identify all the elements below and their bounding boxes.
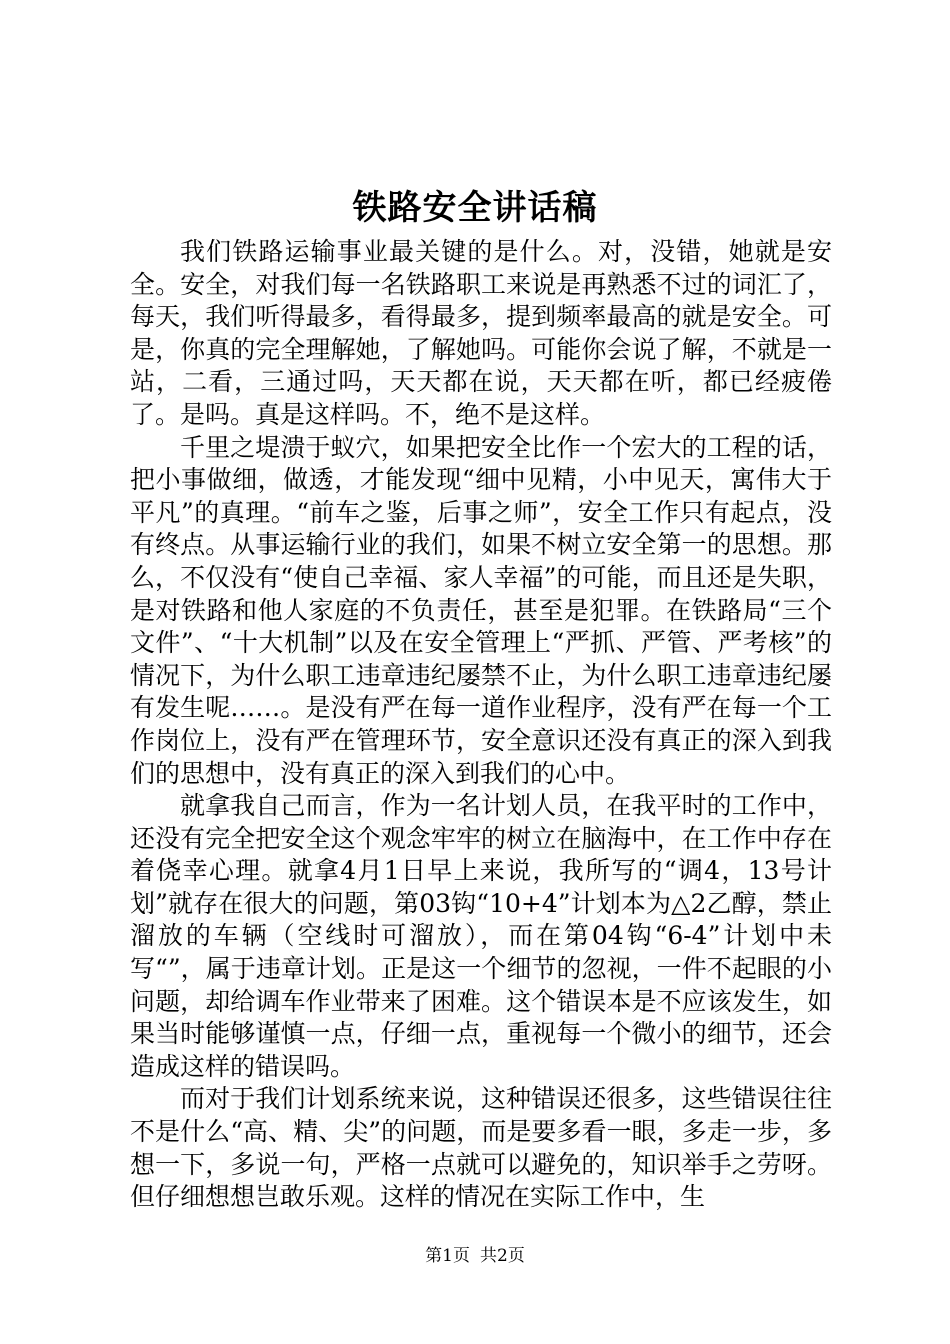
page-number-current: 第1页 xyxy=(425,1246,470,1266)
paragraph-3: 就拿我自己而言，作为一名计划人员，在我平时的工作中，还没有完全把安全这个观念牢牢的树立在脑海中，在工作中存在着侥幸心理。就拿4月1日早上来说，我所写的“调4，13号计划”就存在很大的问题，第03钩“10+4”计划本为△2乙醇，禁止溜放的车辆（空线时可溜放），而在第04钩“6-4”计划中未写“”，属于违章计划。正是这一个细节的忽视，一件不起眼的小问题，却给调车作业带来了困难。这个错误本是不应该发生，如果当时能够谨慎一点，仔细一点，重视每一个微小的细节，还会造成这样的错误吗。 xyxy=(130,791,832,1081)
document-title: 铁路安全讲话稿 xyxy=(352,188,598,228)
paragraph-4: 而对于我们计划系统来说，这种错误还很多，这些错误往往不是什么“高、精、尖”的问题，而是要多看一眼，多走一步，多想一下，多说一句，严格一点就可以避免的，知识举手之劳呀。但仔细想想岂敢乐观。这样的情况在实际工作中，生 xyxy=(130,1084,832,1212)
document-body xyxy=(130,236,832,1214)
paragraph-1: 我们铁路运输事业最关键的是什么。对，没错，她就是安全。安全，对我们每一名铁路职工来说是再熟悉不过的词汇了，每天，我们听得最多，看得最多，提到频率最高的就是安全。可是，你真的完全理解她，了解她吗。可能你会说了解，不就是一站，二看，三通过吗，天天都在说，天天都在听，都已经疲倦了。是吗。真是这样吗。不，绝不是这样。 xyxy=(130,237,832,429)
page-footer xyxy=(0,1244,950,1268)
paragraph-2: 千里之堤溃于蚁穴，如果把安全比作一个宏大的工程的话，把小事做细，做透，才能发现“细中见精，小中见天，寓伟大于平凡”的真理。“前车之鉴，后事之师”，安全工作只有起点，没有终点。从事运输行业的我们，如果不树立安全第一的思想。那么，不仅没有“使自己幸福、家人幸福”的可能，而且还是失职，是对铁路和他人家庭的不负责任，甚至是犯罪。在铁路局“三个文件”、“十大机制”以及在安全管理上“严抓、严管、严考核”的情况下，为什么职工违章违纪屡禁不止，为什么职工违章违纪屡有发生呢……。是没有严在每一道作业程序，没有严在每一个工作岗位上，没有严在管理环节，安全意识还没有真正的深入到我们的思想中，没有真正的深入到我们的心中。 xyxy=(130,432,832,788)
page-number-total: 共2页 xyxy=(480,1246,525,1266)
